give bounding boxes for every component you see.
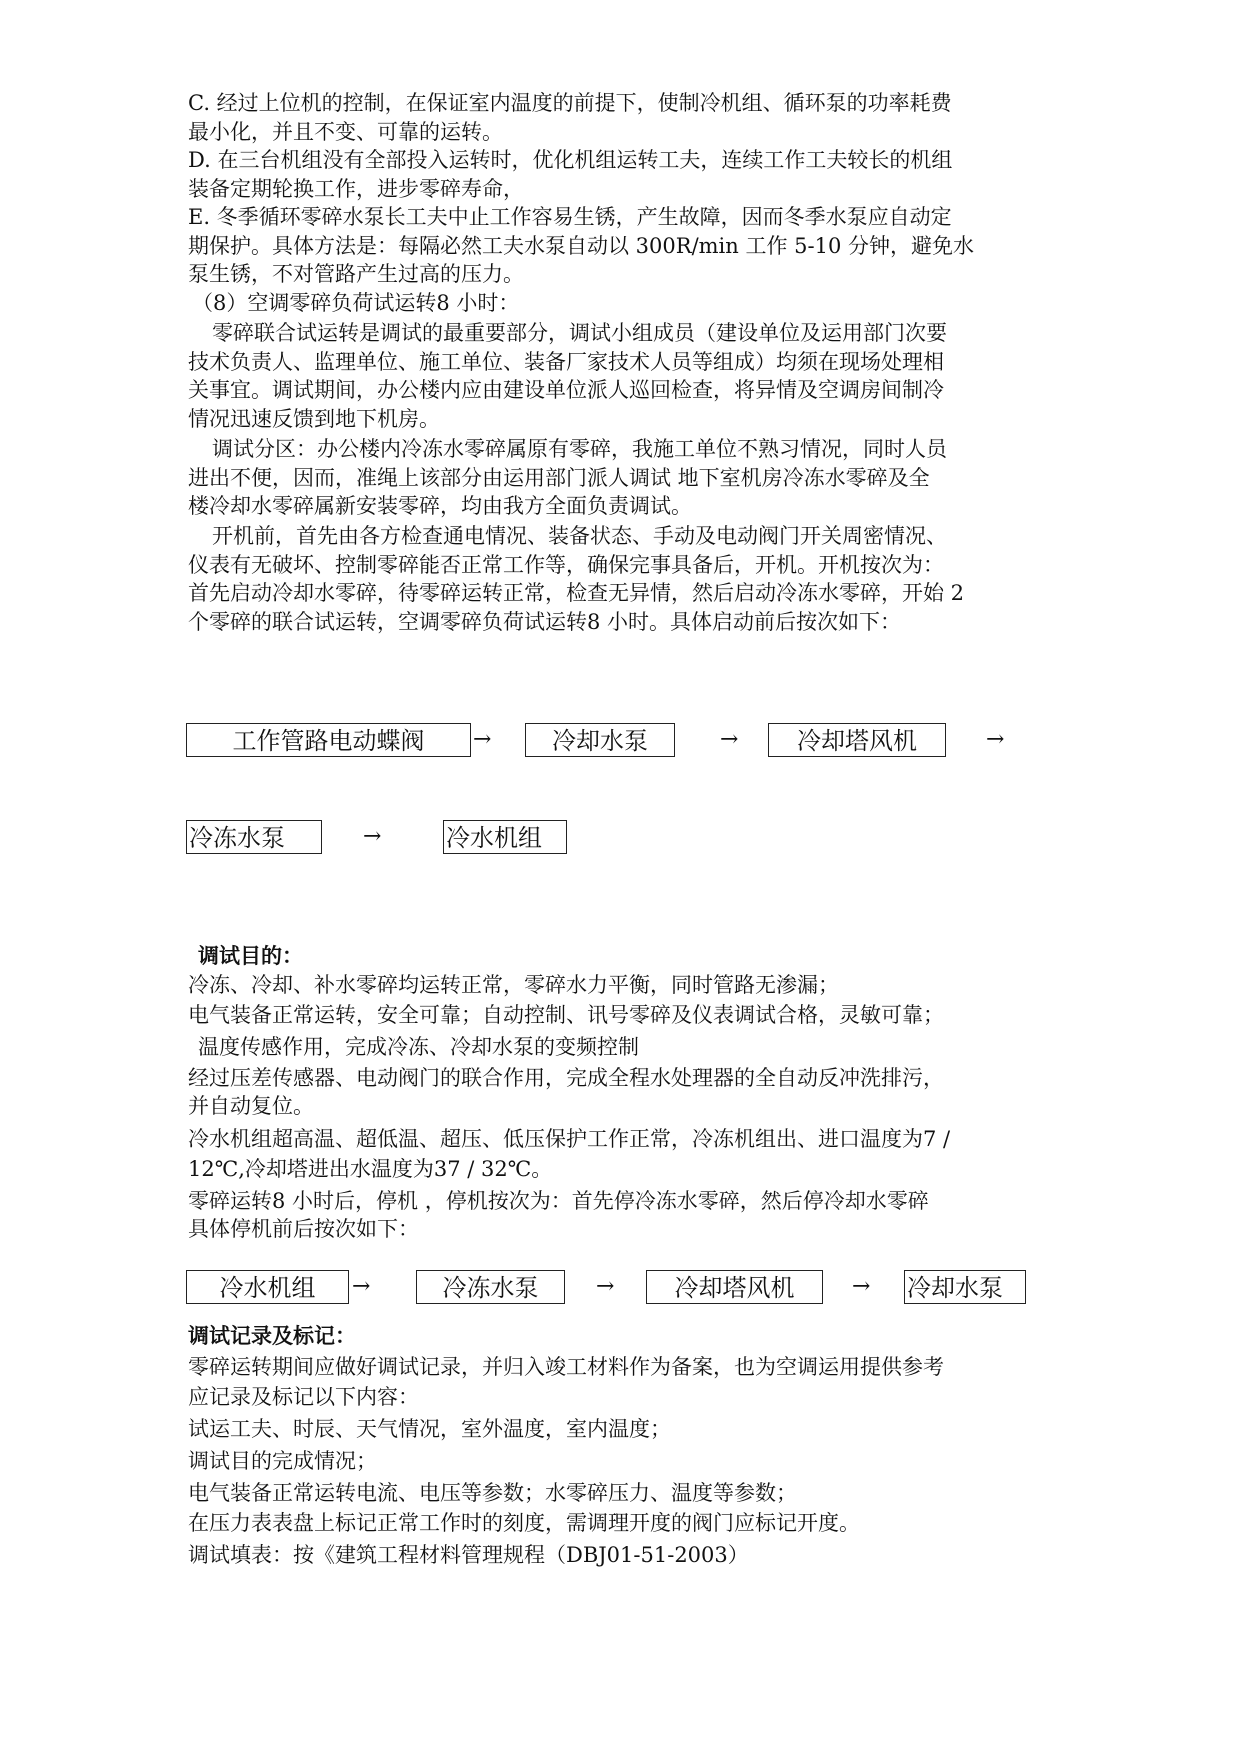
records-line-3: 试运工夫、时辰、天气情况，室外温度，室内温度； [188,1417,671,1441]
text-line-zone-2: 进出不便，因而，准绳上该部分由运用部门派人调试 地下室机房冷冻水零碎及全 [188,466,930,490]
text-line-e2: 期保护。具体方法是：每隔必然工夫水泵自动以 300R/min 工作 5-10 分钟，避免水 [188,234,975,258]
stop-flow-tower-fan: 冷却塔风机 [646,1270,823,1304]
text-line-start-2: 仪表有无破坏、控制零碎能否正常工作等，确保完事具备后，开机。开机按次为： [188,553,944,577]
stop-flow-arrow-2: → [596,1274,615,1299]
text-line-c1: C. 经过上位机的控制，在保证室内温度的前提下，使制冷机组、循环泵的功率耗费 [188,91,952,115]
records-line-4: 调试目的完成情况； [188,1449,377,1473]
goals-line-4: 经过压差传感器、电动阀门的联合作用，完成全程水处理器的全自动反冲洗排污， [188,1066,944,1090]
records-line-5: 电气装备正常运转电流、电压等参数；水零碎压力、温度等参数； [188,1481,797,1505]
text-line-e1: E. 冬季循环零碎水泵长工夫中止工作容易生锈，产生故障，因而冬季水泵应自动定 [188,205,952,229]
start-flow-chilled-pump: 冷冻水泵 [186,820,322,854]
text-line-zone-1: 调试分区：办公楼内冷冻水零碎属原有零碎，我施工单位不熟习情况，同时人员 [212,437,947,461]
start-flow-cooling-pump: 冷却水泵 [525,723,675,757]
records-line-6: 在压力表表盘上标记正常工作时的刻度，需调理开度的阀门应标记开度。 [188,1511,860,1535]
start-flow-butterfly-valve: 工作管路电动蝶阀 [186,723,471,757]
goals-line-3: 温度传感作用，完成冷冻、冷却水泵的变频控制 [198,1035,639,1059]
stop-flow-arrow-1: → [352,1274,371,1299]
text-line-start-1: 开机前，首先由各方检查通电情况、装备状态、手动及电动阀门开关周密情况、 [212,524,947,548]
start-flow-arrow-4: → [363,824,382,849]
records-line-7: 调试填表：按《建筑工程材料管理规程（DBJ01-51-2003） [188,1543,749,1567]
stop-flow-chiller: 冷水机组 [186,1270,349,1304]
start-flow-chiller: 冷水机组 [443,820,567,854]
text-line-joint-1: 零碎联合试运转是调试的最重要部分，调试小组成员（建设单位及运用部门次要 [212,321,947,345]
start-flow-arrow-3: → [986,727,1005,752]
text-line-c2: 最小化，并且不变、可靠的运转。 [188,120,503,144]
text-line-joint-4: 情况迅速反馈到地下机房。 [188,407,440,431]
goals-line-8: 零碎运转8 小时后，停机 ，停机按次为：首先停冷冻水零碎，然后停冷却水零碎 [188,1189,929,1213]
text-line-joint-3: 关事宜。调试期间，办公楼内应由建设单位派人巡回检查，将异情及空调房间制冷 [188,378,944,402]
records-line-2: 应记录及标记以下内容： [188,1385,419,1409]
text-line-start-4: 个零碎的联合试运转，空调零碎负荷试运转8 小时。具体启动前后按次如下： [188,610,902,634]
stop-flow-cooling-pump: 冷却水泵 [904,1270,1026,1304]
text-line-start-3: 首先启动冷却水零碎，待零碎运转正常，检查无异情，然后启动冷冻水零碎，开始 2 [188,581,965,605]
goals-line-2: 电气装备正常运转，安全可靠；自动控制、讯号零碎及仪表调试合格，灵敏可靠； [188,1003,944,1027]
goals-line-1: 冷冻、冷却、补水零碎均运转正常，零碎水力平衡，同时管路无渗漏； [188,973,839,997]
goals-line-9: 具体停机前后按次如下： [188,1217,419,1241]
records-line-1: 零碎运转期间应做好调试记录，并归入竣工材料作为备案，也为空调运用提供参考 [188,1355,944,1379]
section-heading-load-test: （8）空调零碎负荷试运转8 小时： [192,291,520,315]
goals-line-5: 并自动复位。 [188,1094,314,1118]
goals-line-7: 12℃,冷却塔进出水温度为37 / 32℃。 [188,1157,553,1181]
records-heading: 调试记录及标记： [188,1323,356,1348]
text-line-e3: 泵生锈，不对管路产生过高的压力。 [188,262,524,286]
stop-flow-chilled-pump: 冷冻水泵 [416,1270,565,1304]
start-flow-tower-fan: 冷却塔风机 [768,723,946,757]
start-flow-arrow-2: → [720,727,739,752]
text-line-zone-3: 楼冷却水零碎属新安装零碎，均由我方全面负责调试。 [188,494,692,518]
goals-line-6: 冷水机组超高温、超低温、超压、低压保护工作正常，冷冻机组出、进口温度为7 / [188,1127,951,1151]
text-line-d1: D. 在三台机组没有全部投入运转时，优化机组运转工夫，连续工作工夫较长的机组 [188,148,953,172]
text-line-d2: 装备定期轮换工作，进步零碎寿命， [188,177,524,201]
goals-heading: 调试目的： [198,943,303,968]
stop-flow-arrow-3: → [852,1274,871,1299]
text-line-joint-2: 技术负责人、监理单位、施工单位、装备厂家技术人员等组成）均须在现场处理相 [188,350,944,374]
start-flow-arrow-1: → [473,727,492,752]
